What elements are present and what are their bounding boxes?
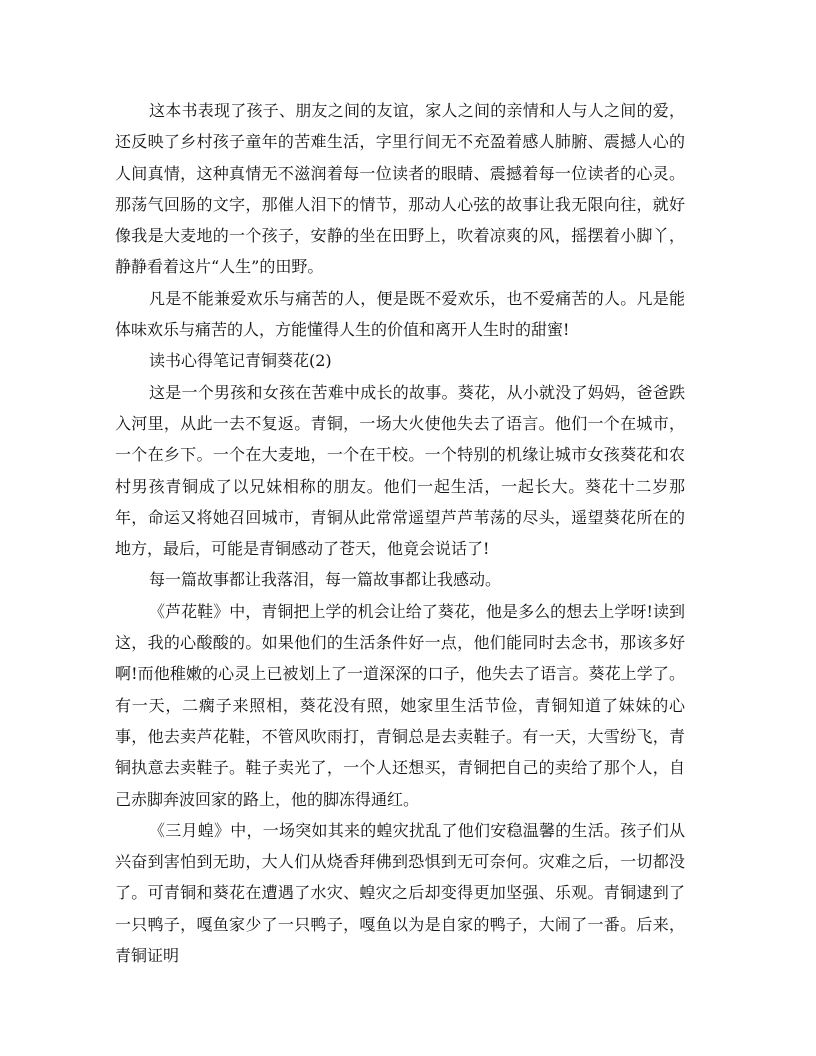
body-text: [115, 95, 685, 971]
paragraph-reed-shoes: 《芦花鞋》中，青铜把上学的机会让给了葵花，他是多么的想去上学呀!读到这，我的心酸酸的。如果他们的生活条件好一点，他们能同时去念书，那该多好啊!而他稚嫩的心灵上已被划上了一道深深的口子，他失去了语言。葵花上学了。有一天，二瘸子来照相，葵花没有照，她家里生活节俭，青铜知道了妹妹的心事，他去卖芦花鞋，不管风吹雨打，青铜总是去卖鞋子。有一天，大雪纷飞，青铜执意去卖鞋子。鞋子卖光了，一个人还想买，青铜把自己的卖给了那个人，自己赤脚奔波回家的路上，他的脚冻得通红。: [115, 601, 685, 809]
paragraph-every-story: 每一篇故事都让我落泪，每一篇故事都让我感动。: [149, 570, 502, 590]
paragraph-story-summary: 这是一个男孩和女孩在苦难中成长的故事。葵花，从小就没了妈妈，爸爸跌入河里，从此一去不复返。青铜，一场大火使他失去了语言。他们一个在城市，一个在乡下。一个在大麦地，一个在干校。一个特别的机缘让城市女孩葵花和农村男孩青铜成了以兄妹相称的朋友。他们一起生活，一起长大。葵花十二岁那年，命运又将她召回城市，青铜从此常常遥望芦芦苇荡的尽头，遥望葵花所在的地方，最后，可能是青铜感动了苍天，他竟会说话了!: [115, 382, 685, 559]
paragraph-march-locusts: 《三月蝗》中，一场突如其来的蝗灾扰乱了他们安稳温馨的生活。孩子们从兴奋到害怕到无助，大人们从烧香拜佛到恐惧到无可奈何。灾难之后，一切都没了。可青铜和葵花在遭遇了水灾、蝗灾之后却变得更加坚强、乐观。青铜逮到了一只鸭子，嘎鱼家少了一只鸭子，嘎鱼以为是自家的鸭子，大闹了一番。后来，青铜证明: [115, 820, 685, 966]
section-heading: 读书心得笔记青铜葵花(2): [149, 351, 332, 371]
paragraph-joy-pain: 凡是不能兼爱欢乐与痛苦的人，便是既不爱欢乐，也不爱痛苦的人。凡是能体味欢乐与痛苦的人，方能懂得人生的价值和离开人生时的甜蜜!: [115, 288, 685, 340]
paragraph-intro: 这本书表现了孩子、朋友之间的友谊，家人之间的亲情和人与人之间的爱，还反映了乡村孩子童年的苦难生活，字里行间无不充盈着感人肺腑、震撼人心的人间真情，这种真情无不滋润着每一位读者的眼睛、震撼着每一位读者的心灵。那荡气回肠的文字，那催人泪下的情节，那动人心弦的故事让我无限向往，就好像我是大麦地的一个孩子，安静的坐在田野上，吹着凉爽的风，摇摆着小脚丫，静静看着这片“人生”的田野。: [115, 101, 685, 277]
